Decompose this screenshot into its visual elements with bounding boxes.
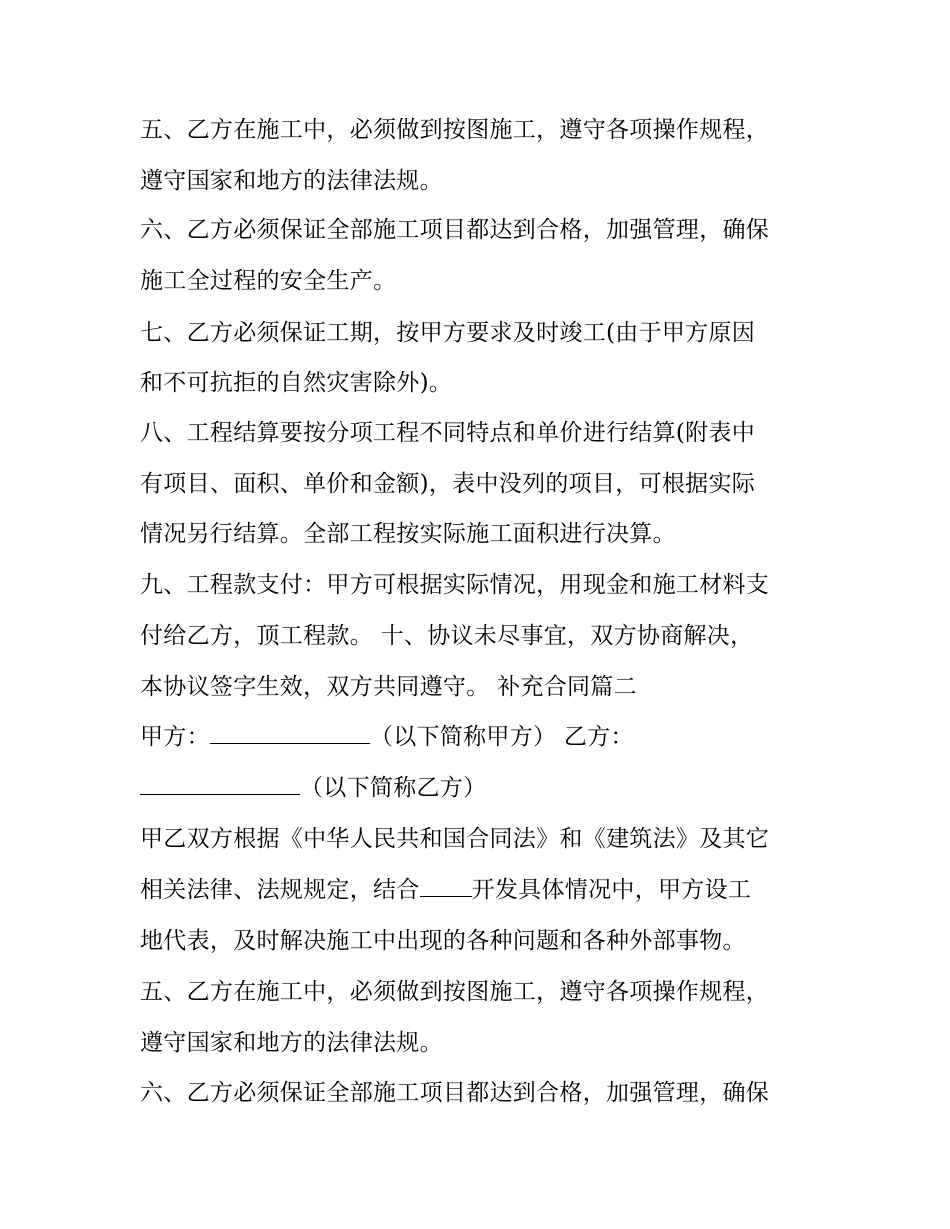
text-line: 七、乙方必须保证工期，按甲方要求及时竣工(由于甲方原因 [140, 320, 756, 346]
text-line: 甲乙双方根据《中华人民共和国合同法》和《建筑法》及其它 [140, 826, 770, 852]
party-a-label: 甲方： [140, 724, 210, 750]
text-line: 五、乙方在施工中，必须做到按图施工，遵守各项操作规程， [140, 117, 770, 143]
text-line: 遵守国家和地方的法律法规。 [140, 1030, 443, 1056]
text-line: 有项目、面积、单价和金额)，表中没列的项目，可根据实际 [140, 471, 756, 497]
text-line: 六、乙方必须保证全部施工项目都达到合格，加强管理，确保 [140, 217, 770, 243]
text-line: 八、工程结算要按分项工程不同特点和单价进行结算(附表中 [140, 420, 756, 446]
party-a-suffix: （以下简称甲方） 乙方： [369, 724, 634, 750]
text-line: 施工全过程的安全生产。 [140, 268, 397, 294]
party-b-blank[interactable] [140, 776, 300, 795]
basis-prefix: 相关法律、法规规定，结合 [140, 877, 420, 903]
text-line: 和不可抗拒的自然灾害除外)。 [140, 370, 453, 396]
text-line: 本协议签字生效，双方共同遵守。 补充合同篇二 [140, 674, 637, 700]
text-line: 付给乙方，顶工程款。 十、协议未尽事宜，双方协商解决， [140, 623, 754, 649]
party-a-line [140, 722, 634, 752]
text-line: 九、工程款支付：甲方可根据实际情况，用现金和施工材料支 [140, 572, 770, 598]
party-b-line [140, 773, 486, 803]
text-line: 地代表，及时解决施工中出现的各种问题和各种外部事物。 [140, 928, 746, 954]
basis-line-2 [140, 875, 751, 905]
text-line: 情况另行结算。全部工程按实际施工面积进行决算。 [140, 521, 676, 547]
party-b-suffix: （以下简称乙方） [300, 775, 487, 801]
basis-suffix: 开发具体情况中，甲方设工 [471, 877, 752, 903]
party-a-blank[interactable] [210, 725, 370, 744]
project-blank[interactable] [420, 878, 472, 897]
text-line: 遵守国家和地方的法律法规。 [140, 168, 443, 194]
text-line: 五、乙方在施工中，必须做到按图施工，遵守各项操作规程， [140, 979, 770, 1005]
text-line: 六、乙方必须保证全部施工项目都达到合格，加强管理，确保 [140, 1080, 770, 1106]
